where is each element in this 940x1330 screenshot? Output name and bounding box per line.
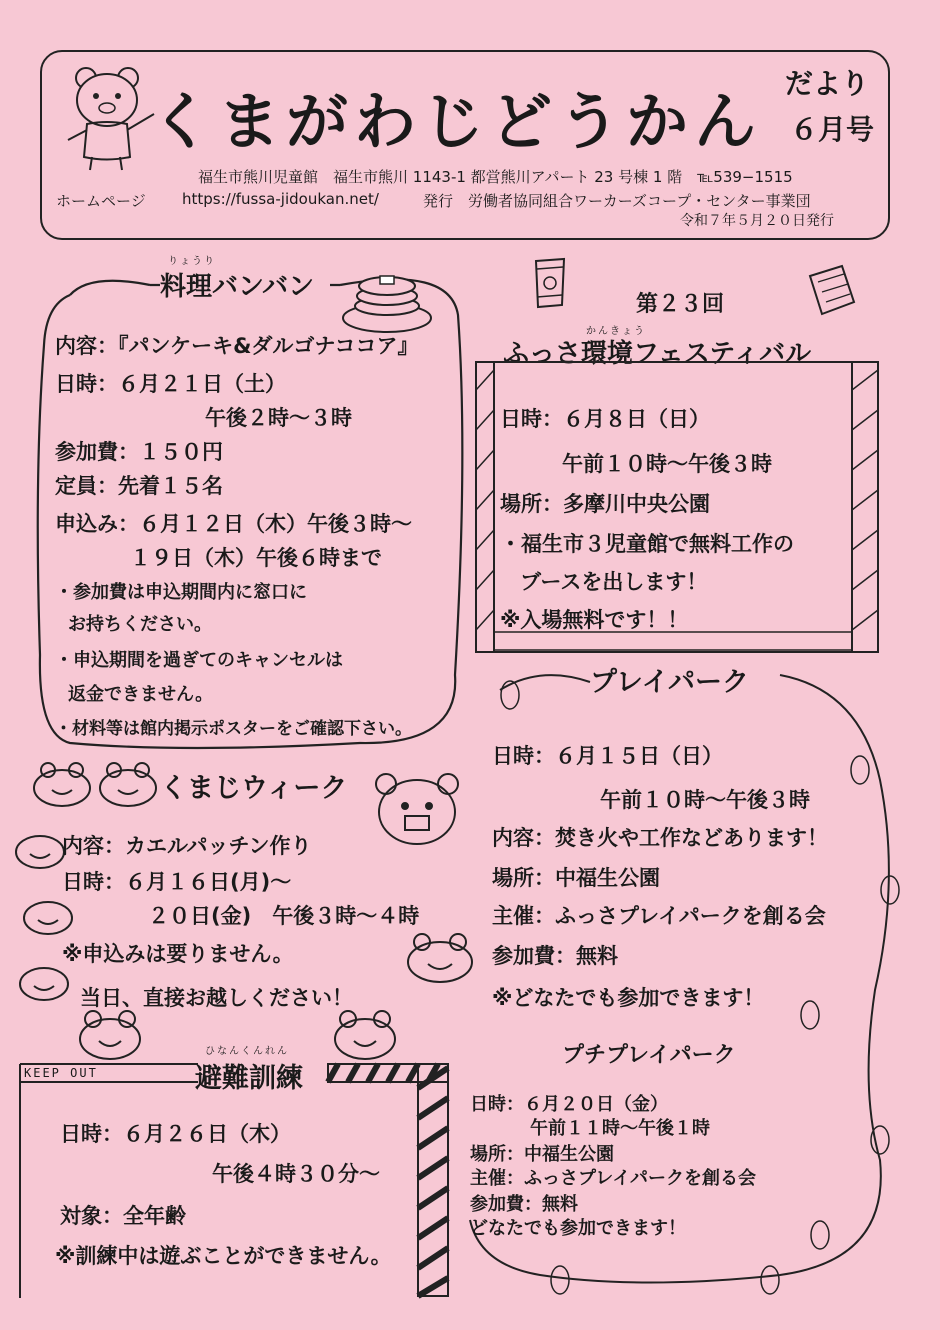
festival-note-1b: ブースを出します！ — [520, 570, 708, 594]
playpark-date: 日時：６月１５日（日） — [492, 744, 723, 768]
cooking-content: 内容：『パンケーキ&ダルゴナココア』 — [55, 334, 419, 358]
cooking-apply-start: 申込み：６月１２日（木）午後３時～ — [55, 512, 412, 536]
petit-note: どなたでも参加できます！ — [470, 1218, 686, 1239]
cooking-title: 料理バンバン — [160, 272, 315, 302]
playpark-content: 内容：焚き火や工作などあります！ — [492, 826, 828, 850]
issue-month: ６月号 — [790, 113, 875, 146]
kumaji-content: 内容：カエルパッチン作り — [62, 834, 312, 858]
cooking-time: 午後２時～３時 — [205, 406, 352, 430]
petit-host: 主催：ふっさプレイパークを創る会 — [470, 1168, 757, 1189]
festival-date: 日時：６月８日（日） — [500, 407, 710, 431]
pancake-icon — [340, 268, 435, 338]
kumaji-time: ２０日(金) 午後３時～４時 — [148, 904, 420, 928]
playpark-place: 場所：中福生公園 — [492, 866, 660, 890]
trash-paper-icon — [800, 262, 860, 322]
playpark-title: プレイパーク — [590, 667, 750, 698]
cooking-apply-end: １９日（木）午後６時まで — [130, 546, 382, 570]
drill-note: ※訓練中は遊ぶことができません。 — [55, 1244, 392, 1268]
juice-can-icon — [530, 255, 570, 310]
frog-faces-icon — [30, 760, 160, 810]
petit-fee: 参加費：無料 — [470, 1194, 578, 1215]
festival-note-2: ※入場無料です！！ — [500, 608, 689, 632]
cooking-note-2: ・申込期間を過ぎてのキャンセルは — [55, 650, 343, 671]
kumaji-note-2: 当日、直接お越しください！ — [80, 986, 353, 1010]
festival-time: 午前１０時～午後３時 — [562, 452, 772, 476]
festival-place: 場所：多摩川中央公園 — [500, 492, 710, 516]
cooking-note-3: ・材料等は館内掲示ポスターをご確認下さい。 — [55, 719, 412, 739]
cooking-note-2b: 返金できません。 — [68, 684, 214, 705]
cooking-fee: 参加費：１５０円 — [55, 440, 223, 464]
newsletter-title: くまがわじどうかん — [150, 85, 763, 158]
drill-target: 対象：全年齢 — [60, 1204, 186, 1228]
festival-title-ruby: かんきょう — [586, 326, 646, 337]
bear-face-icon — [372, 768, 462, 848]
festival-note-1: ・福生市３児童館で無料工作の — [500, 532, 794, 556]
publisher: 発行 労働者協同組合ワーカーズコープ・センター事業団 — [423, 192, 811, 210]
cooking-capacity: 定員：先着１５名 — [55, 474, 223, 498]
cooking-title-ruby: りょうり — [168, 256, 216, 267]
petit-title: プチプレイパーク — [562, 1043, 736, 1068]
playpark-fee: 参加費：無料 — [492, 944, 618, 968]
petit-time: 午前１１時～午後１時 — [530, 1118, 710, 1139]
petit-place: 場所：中福生公園 — [470, 1144, 614, 1165]
homepage-label: ホームページ — [56, 192, 146, 210]
drill-date: 日時：６月２６日（木） — [60, 1122, 291, 1146]
homepage-link[interactable]: https://fussa-jidoukan.net/ — [182, 190, 379, 208]
frog-right-icons — [400, 930, 480, 990]
playpark-host: 主催：ふっさプレイパークを創る会 — [492, 904, 826, 928]
address-line: 福生市熊川児童館 福生市熊川 1143-1 都営熊川アパート 23 号棟 1 階 ℡539−1515 — [198, 168, 793, 186]
cooking-date: 日時：６月２１日（土） — [55, 372, 286, 396]
playpark-time: 午前１０時～午後３時 — [600, 788, 810, 812]
newsletter-subtitle: だより — [785, 67, 870, 100]
drill-title-ruby: ひなんくんれん — [205, 1046, 289, 1057]
playpark-note: ※どなたでも参加できます！ — [492, 986, 765, 1010]
festival-title: ふっさ環境フェスティバル — [503, 339, 812, 369]
kumaji-title: くまじウィーク — [160, 773, 348, 804]
issued-date: 令和７年５月２０日発行 — [680, 213, 834, 229]
drill-title: 避難訓練 — [195, 1063, 303, 1094]
bear-mascot-icon — [62, 62, 162, 172]
keep-out-tape: KEEP OUT — [24, 1066, 98, 1080]
cooking-note-1b: お持ちください。 — [68, 614, 212, 635]
petit-date: 日時：６月２０日（金） — [470, 1094, 668, 1115]
festival-number: 第２３回 — [636, 292, 725, 317]
drill-time: 午後４時３０分～ — [212, 1162, 380, 1186]
kumaji-date: 日時：６月１６日(月)～ — [62, 870, 292, 894]
cooking-note-1: ・参加費は申込期間内に窓口に — [55, 582, 307, 603]
kumaji-note-1: ※申込みは要りません。 — [62, 942, 294, 966]
